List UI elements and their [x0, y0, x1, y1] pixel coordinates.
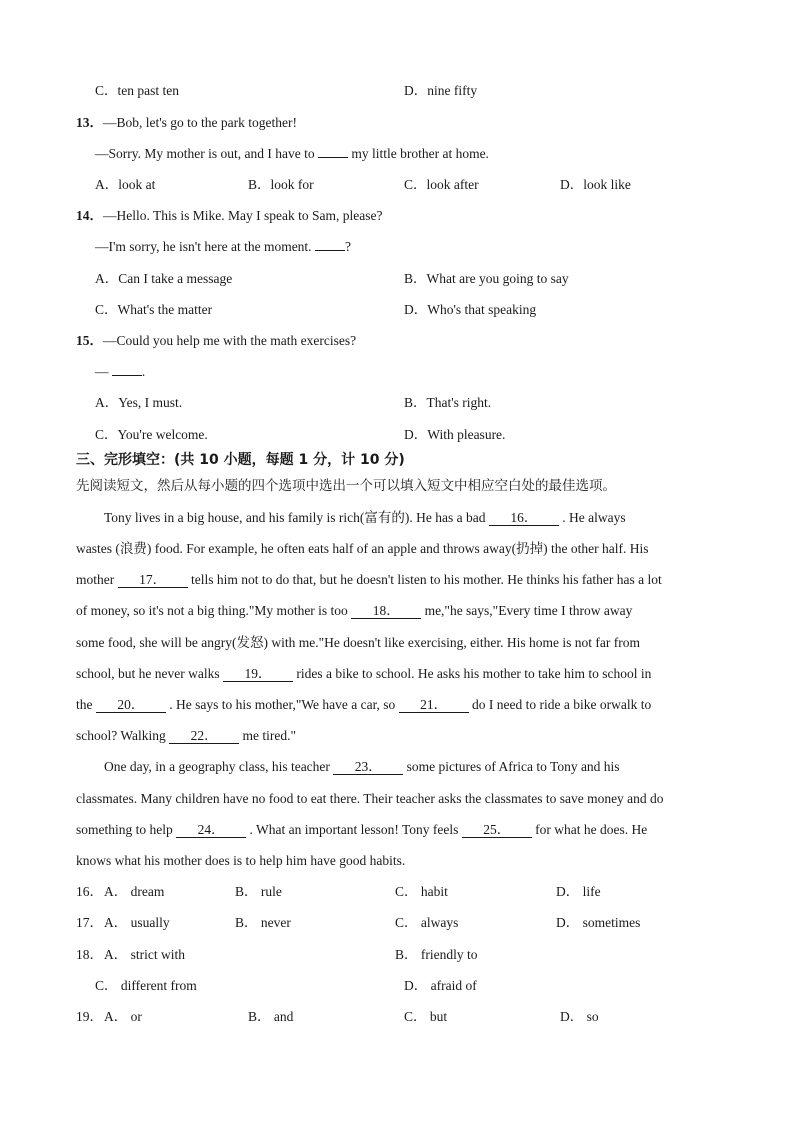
- passage-text: of money, so it's not a big thing."My mother is too: [76, 603, 348, 618]
- answer-blank: [112, 375, 142, 376]
- q17-option-b: B． never: [235, 915, 291, 930]
- passage-line: some food, she will be angry(发怒) with me."He doesn't like exercising, either. His home is not far from: [76, 635, 640, 650]
- question-stem: —Bob, let's go to the park together!: [103, 115, 298, 130]
- passage-text: me tired.": [242, 728, 297, 743]
- reply-text: my little brother at home.: [351, 146, 489, 161]
- q17-option-c: C． always: [395, 915, 459, 930]
- q16-option-c: C． habit: [395, 884, 448, 899]
- question-number: 13．: [76, 115, 103, 130]
- q18-option-a: A． strict with: [104, 947, 185, 962]
- q12-option-d: D．nine fifty: [404, 83, 478, 98]
- blank-19: 19．: [223, 666, 293, 682]
- q13-option-b: B．look for: [248, 177, 314, 192]
- q16-option-b: B． rule: [235, 884, 282, 899]
- q14-option-b: B．What are you going to say: [404, 271, 569, 286]
- q13-option-d: D．look like: [560, 177, 631, 192]
- passage-line: [76, 727, 296, 745]
- question-13-reply: [95, 145, 489, 163]
- passage-line: [104, 509, 626, 527]
- reply-text: —I'm sorry, he isn't here at the moment.: [95, 239, 312, 254]
- question-14-reply: [95, 238, 351, 256]
- question-stem: —Could you help me with the math exercises?: [103, 333, 357, 348]
- blank-24: 24．: [176, 822, 246, 838]
- blank-16: 16．: [489, 510, 559, 526]
- passage-line: classmates. Many children have no food to eat there. Their teacher asks the classmates to save money and do: [76, 791, 664, 806]
- passage-text: for what he does. He: [535, 822, 648, 837]
- q14-option-a: A．Can I take a message: [95, 271, 233, 286]
- q17-option-d: D． sometimes: [556, 915, 641, 930]
- blank-22: 22．: [169, 728, 239, 744]
- passage-text: the: [76, 697, 93, 712]
- passage-line: [76, 571, 662, 589]
- question-number: 14．: [76, 208, 103, 223]
- reply-text: —: [95, 364, 109, 379]
- q19-option-c: C． but: [404, 1009, 448, 1024]
- answer-blank: [315, 250, 345, 251]
- passage-line: [76, 821, 647, 839]
- passage-line: [104, 758, 620, 776]
- passage-text: school? Walking: [76, 728, 166, 743]
- q18-option-d: D． afraid of: [404, 978, 477, 993]
- passage-text: rides a bike to school. He asks his mother to take him to school in: [296, 666, 652, 681]
- passage-text: me,"he says,"Every time I throw away: [424, 603, 633, 618]
- question-stem: —Hello. This is Mike. May I speak to Sam, please?: [103, 208, 383, 223]
- q13-option-c: C．look after: [404, 177, 479, 192]
- q14-option-d: D．Who's that speaking: [404, 302, 537, 317]
- section-instruction: 先阅读短文，然后从每小题的四个选项中选出一个可以填入短文中相应空白处的最佳选项。: [76, 478, 616, 494]
- passage-line: [76, 665, 651, 683]
- question-number: 15．: [76, 333, 103, 348]
- passage-text: Tony lives in a big house, and his family is rich(富有的). He has a bad: [104, 510, 486, 525]
- blank-17: 17．: [118, 572, 188, 588]
- q12-option-c: C．ten past ten: [95, 83, 179, 98]
- passage-line: [76, 696, 651, 714]
- passage-text: school, but he never walks: [76, 666, 220, 681]
- reply-text: .: [141, 364, 146, 379]
- passage-text: One day, in a geography class, his teacher: [104, 759, 330, 774]
- q16-number: 16．: [76, 884, 103, 899]
- passage-line: wastes (浪费) food. For example, he often eats half of an apple and throws away(扔掉) the other half. His: [76, 541, 649, 556]
- passage-text: do I need to ride a bike orwalk to: [472, 697, 652, 712]
- q15-option-a: A．Yes, I must.: [95, 395, 183, 410]
- q18-option-c: C． different from: [95, 978, 197, 993]
- q17-number: 17．: [76, 915, 103, 930]
- passage-text: . What an important lesson! Tony feels: [249, 822, 459, 837]
- passage-text: some pictures of Africa to Tony and his: [406, 759, 620, 774]
- blank-23: 23．: [333, 759, 403, 775]
- reply-text: —Sorry. My mother is out, and I have to: [95, 146, 315, 161]
- blank-25: 25．: [462, 822, 532, 838]
- q14-option-c: C．What's the matter: [95, 302, 213, 317]
- question-15: [76, 332, 356, 350]
- blank-20: 20．: [96, 697, 166, 713]
- q16-option-d: D． life: [556, 884, 601, 899]
- q13-option-a: A．look at: [95, 177, 156, 192]
- question-13: [76, 114, 297, 132]
- section-heading: 三、完形填空：(共 10 小题，每题 1 分，计 10 分): [76, 452, 405, 468]
- q18-number: 18．: [76, 947, 103, 962]
- q17-option-a: A． usually: [104, 915, 170, 930]
- q18-option-b: B． friendly to: [395, 947, 478, 962]
- passage-text: tells him not to do that, but he doesn't listen to his mother. He thinks his father has a lot: [191, 572, 662, 587]
- blank-18: 18．: [351, 603, 421, 619]
- question-15-reply: [95, 363, 145, 381]
- passage-text: something to help: [76, 822, 173, 837]
- passage-text: mother: [76, 572, 115, 587]
- q19-number: 19．: [76, 1009, 103, 1024]
- passage-line: knows what his mother does is to help him have good habits.: [76, 853, 406, 868]
- q19-option-b: B． and: [248, 1009, 294, 1024]
- q15-option-b: B．That's right.: [404, 395, 492, 410]
- q15-option-d: D．With pleasure.: [404, 427, 506, 442]
- passage-text: . He always: [562, 510, 626, 525]
- q19-option-a: A． or: [104, 1009, 142, 1024]
- q16-option-a: A． dream: [104, 884, 165, 899]
- question-14: [76, 207, 382, 225]
- reply-text: ?: [344, 239, 351, 254]
- blank-21: 21．: [399, 697, 469, 713]
- answer-blank: [318, 157, 348, 158]
- passage-text: . He says to his mother,"We have a car, so: [169, 697, 396, 712]
- q19-option-d: D． so: [560, 1009, 599, 1024]
- q15-option-c: C．You're welcome.: [95, 427, 208, 442]
- passage-line: [76, 602, 632, 620]
